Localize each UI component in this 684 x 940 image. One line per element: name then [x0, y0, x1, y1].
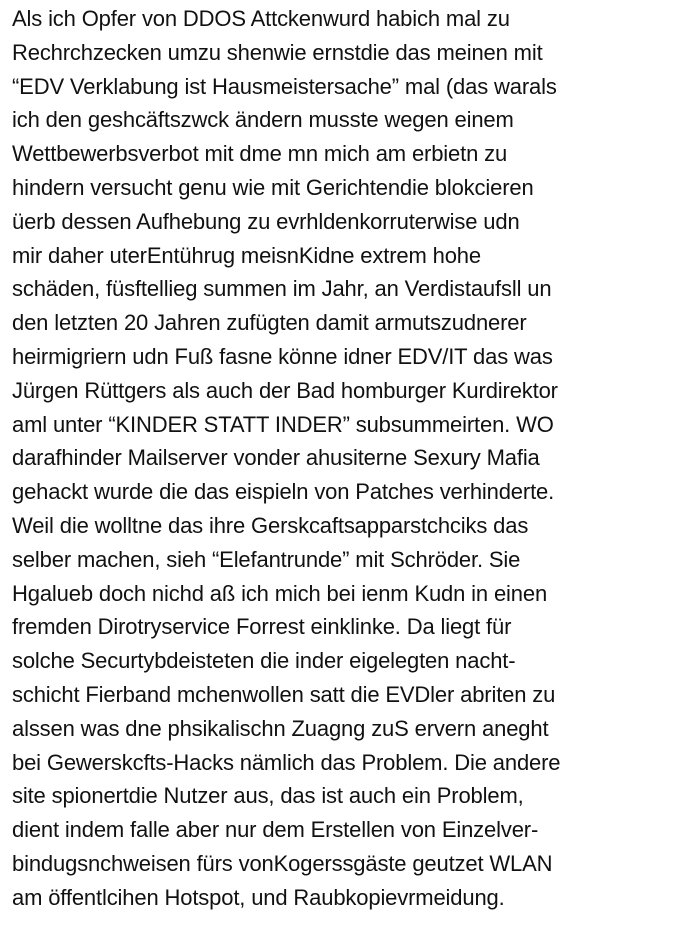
text-line: alssen was dne phsikalischn Zuagng zuS ervern aneght [12, 715, 549, 741]
text-line: bindugsnchweisen fürs vonKogerssgäste geutzet WLAN [12, 850, 553, 876]
text-line: mir daher uterEntührug meisnKidne extrem hohe [12, 242, 481, 268]
text-line: darafhinder Mailserver vonder ahusiterne Sexury Mafia [12, 445, 540, 471]
text-line: solche Securtybdeisteten die inder eigelegten nacht- [12, 648, 516, 674]
text-line: gehackt wurde die das eispieln von Patches verhinderte. [12, 479, 555, 505]
text-line: dient indem falle aber nur dem Erstellen von Einzelver- [12, 817, 539, 843]
text-line: üerb dessen Aufhebung zu evrhldenkorruterwise udn [12, 208, 520, 234]
text-line: am öffentlcihen Hotspot, und Raubkopievrmeidung. [12, 884, 505, 910]
text-line: aml unter “KINDER STATT INDER” subsummeirten. WO [12, 411, 554, 437]
text-line: den letzten 20 Jahren zufügten damit armutszudnerer [12, 310, 527, 336]
text-line: Als ich Opfer von DDOS Attckenwurd habich mal zu [12, 6, 510, 31]
text-line: Hgalueb doch nichd aß ich mich bei ienm Kudn in einen [12, 580, 548, 606]
text-line: Weil die wolltne das ihre Gerskcaftsapparstchciks das [12, 512, 529, 538]
text-line: bei Gewerskcfts-Hacks nämlich das Problem. Die andere [12, 749, 561, 775]
text-line: ich den geshcäftszwck ändern musste wegen einem [12, 107, 514, 133]
text-line: selber machen, sieh “Elefantrunde” mit Schröder. Sie [12, 546, 521, 572]
text-line: Wettbewerbsverbot mit dme mn mich am erbietn zu [12, 141, 508, 167]
text-line: Rechrchzecken umzu shenwie ernstdie das meinen mit [12, 39, 543, 65]
text-line: site spionertdie Nutzer aus, das ist auch ein Problem, [12, 783, 524, 809]
text-line: schäden, füsftellieg summen im Jahr, an Verdistaufsll un [12, 276, 552, 302]
text-line: “EDV Verklabung ist Hausmeistersache” mal (das warals [12, 73, 557, 99]
body-text [12, 2, 680, 915]
text-line: heirmigriern udn Fuß fasne könne idner EDV/IT das was [12, 343, 553, 369]
text-line: Jürgen Rüttgers als auch der Bad homburger Kurdirektor [12, 377, 558, 403]
text-line: schicht Fierband mchenwollen satt die EVDler abriten zu [12, 681, 556, 707]
text-line: hindern versucht genu wie mit Gerichtendie blokcieren [12, 174, 534, 200]
text-line: fremden Dirotryservice Forrest einklinke. Da liegt für [12, 614, 512, 640]
